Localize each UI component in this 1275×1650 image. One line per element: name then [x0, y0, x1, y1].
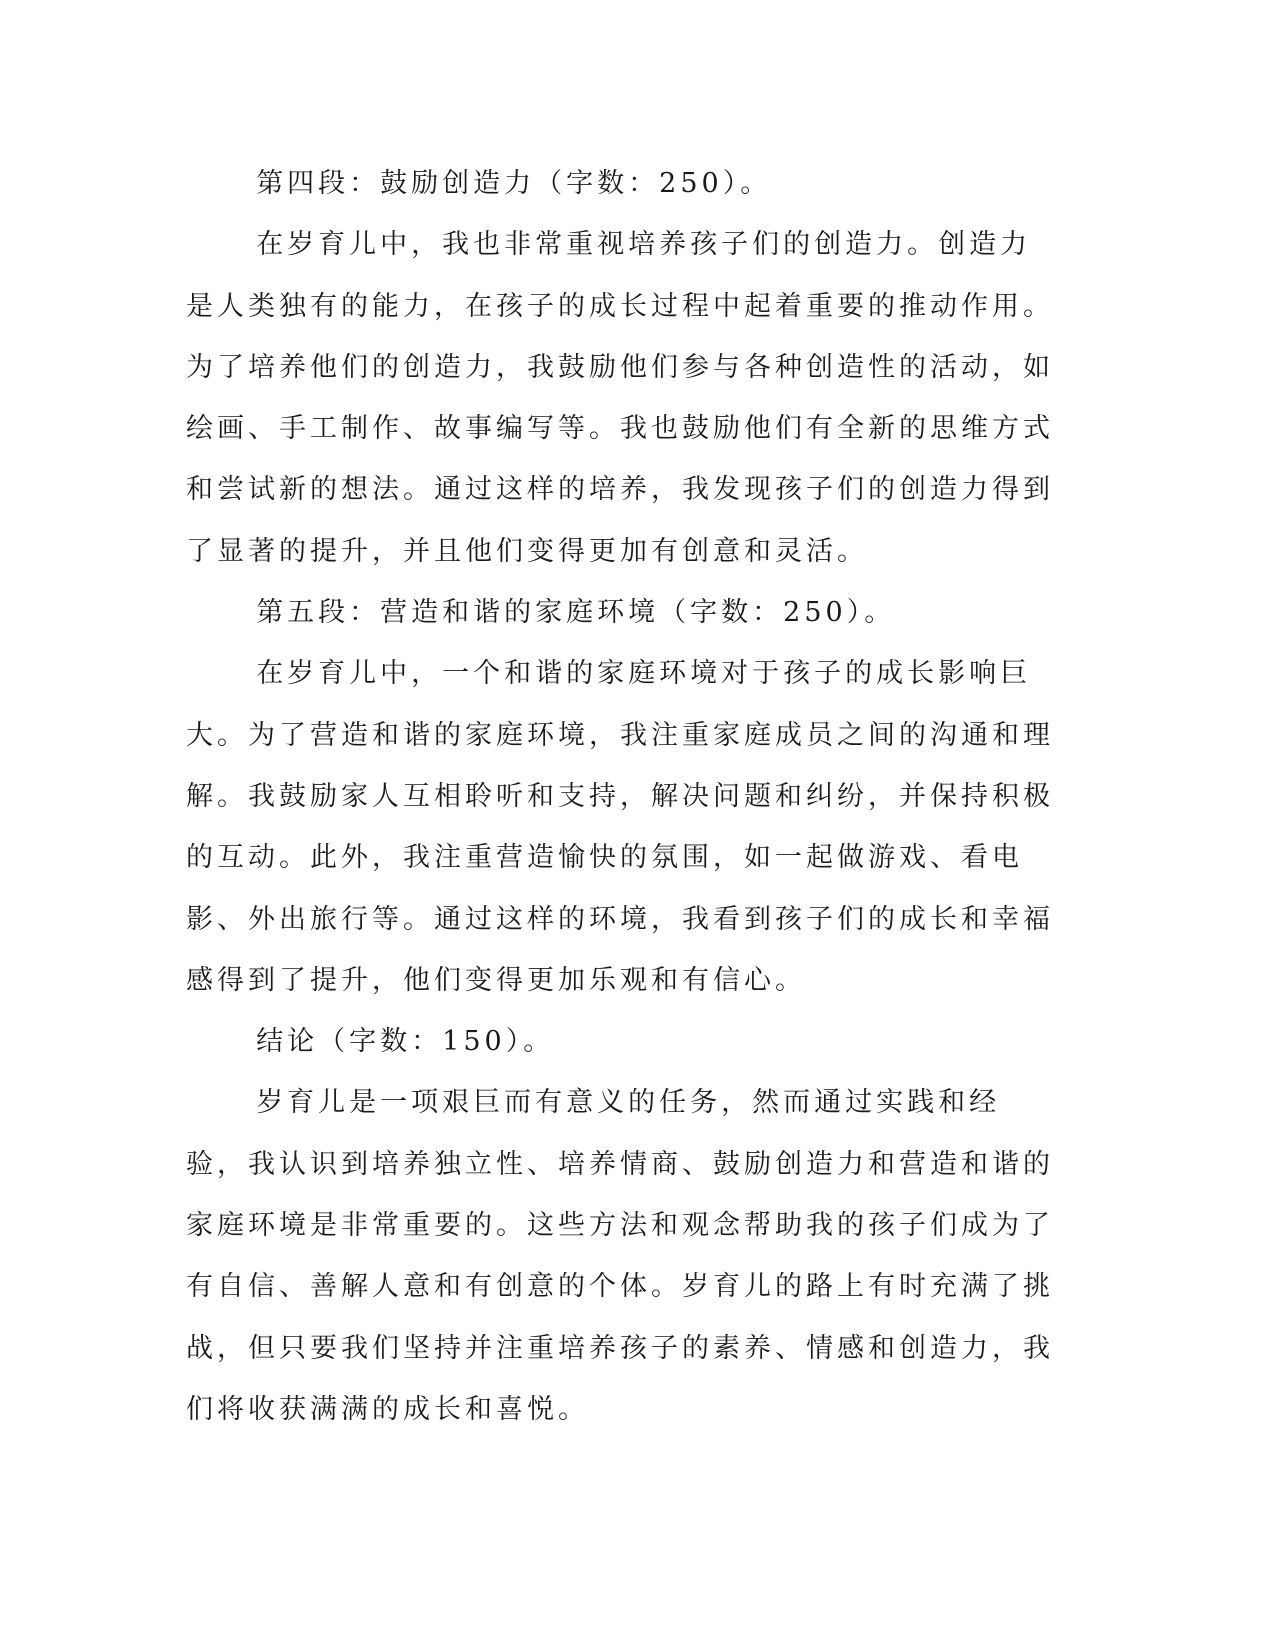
- section-heading-family-environment: 第五段：营造和谐的家庭环境（字数：250）。: [256, 597, 896, 629]
- section-heading-creativity: 第四段：鼓励创造力（字数：250）。: [256, 168, 772, 199]
- document-body: [186, 153, 1058, 1440]
- paragraph-creativity: 在岁育儿中，我也非常重视培养孩子们的创造力。创造力是人类独有的能力，在孩子的成长过程中起着重要的推动作用。为了培养他们的创造力，我鼓励他们参与各种创造性的活动，如绘画、手工制作、故事编写等。我也鼓励他们有全新的思维方式和尝试新的想法。通过这样的培养，我发现孩子们的创造力得到了显著的提升，并且他们变得更加有创意和灵活。: [186, 229, 1054, 567]
- paragraph-conclusion: 岁育儿是一项艰巨而有意义的任务，然而通过实践和经验，我认识到培养独立性、培养情商、鼓励创造力和营造和谐的家庭环境是非常重要的。这些方法和观念帮助我的孩子们成为了有自信、善解人意和有创意的个体。岁育儿的路上有时充满了挑战，但只要我们坚持并注重培养孩子的素养、情感和创造力，我们将收获满满的成长和喜悦。: [186, 1087, 1054, 1425]
- section-heading-conclusion: 结论（字数：150）。: [256, 1026, 555, 1058]
- paragraph-family-environment: 在岁育儿中，一个和谐的家庭环境对于孩子的成长影响巨大。为了营造和谐的家庭环境，我注重家庭成员之间的沟通和理解。我鼓励家人互相聆听和支持，解决问题和纠纷，并保持积极的互动。此外，我注重营造愉快的氛围，如一起做游戏、看电影、外出旅行等。通过这样的环境，我看到孩子们的成长和幸福感得到了提升，他们变得更加乐观和有信心。: [186, 658, 1054, 996]
